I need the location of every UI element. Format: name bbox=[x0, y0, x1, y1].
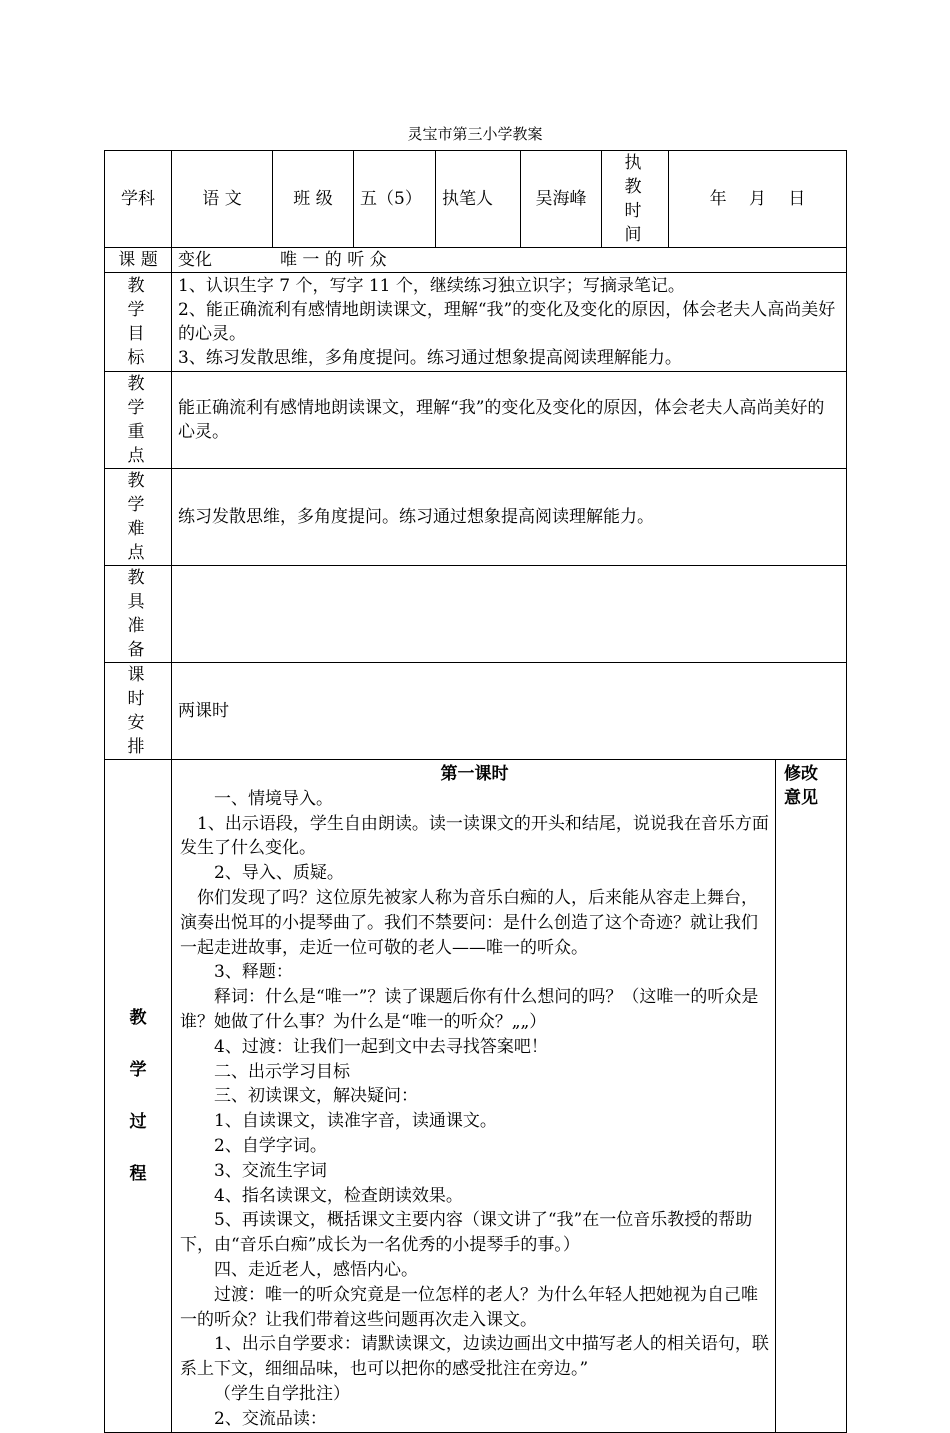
class-label: 班 级 bbox=[273, 151, 354, 248]
goal-item: 1、认识生字 7 个，写字 11 个，继续练习独立识字；写摘录笔记。 bbox=[178, 276, 685, 296]
schedule-content: 两课时 bbox=[172, 663, 847, 760]
difficulties-row bbox=[105, 469, 847, 566]
process-paragraph: （学生自学批注） bbox=[214, 1383, 350, 1404]
process-paragraph: 三、初读课文，解决疑问： bbox=[214, 1086, 418, 1107]
topic-label: 课 题 bbox=[105, 248, 172, 273]
tools-label-line2: 准备 bbox=[127, 616, 155, 660]
goal-item: 3、练习发散思维，多角度提问。练习通过想象提高阅读理解能力。 bbox=[178, 348, 682, 368]
process-paragraph: 四、走近老人，感悟内心。 bbox=[214, 1259, 418, 1280]
author-label: 执笔人 bbox=[436, 151, 521, 248]
key-points-content: 能正确流利有感情地朗读课文，理解“我”的变化及变化的原因，体会老夫人高尚美好的心灵。 bbox=[172, 372, 847, 469]
process-paragraph: 4、指名读课文，检查朗读效果。 bbox=[214, 1185, 463, 1206]
goals-content bbox=[172, 273, 847, 372]
teaching-time-label-line2: 时 间 bbox=[624, 201, 652, 245]
process-paragraph: 2、导入、质疑。 bbox=[214, 863, 344, 884]
modification-label-line1: 修改 bbox=[784, 764, 818, 784]
process-label-char: 教 bbox=[129, 1007, 147, 1028]
difficulties-label-line1: 教学 bbox=[127, 471, 155, 515]
goals-label-line2: 目标 bbox=[127, 324, 155, 368]
date-value: 年 月 日 bbox=[669, 151, 847, 248]
document-title: 灵宝市第三小学教案 bbox=[407, 125, 543, 143]
process-label-char: 过 bbox=[129, 1111, 147, 1132]
key-points-label-line2: 重点 bbox=[127, 422, 155, 466]
process-paragraph: 一、情境导入。 bbox=[214, 788, 333, 809]
process-paragraph: 过渡：唯一的听众究竟是一位怎样的老人？为什么年轻人把她视为自己唯一的听众？让我们带着这些问题再次走入课文。 bbox=[180, 1284, 758, 1330]
process-content bbox=[172, 760, 776, 1433]
tools-row bbox=[105, 566, 847, 663]
lesson-section-title: 第一课时 bbox=[440, 764, 509, 784]
key-points-label-line1: 教学 bbox=[127, 374, 155, 418]
process-paragraph: 5、再读课文，概括课文主要内容（课文讲了“我”在一位音乐教授的帮助下，由“音乐白痴”成长为一名优秀的小提琴手的事。） bbox=[180, 1210, 753, 1256]
tools-content bbox=[172, 566, 847, 663]
difficulties-label bbox=[105, 469, 172, 566]
process-paragraph: 4、过渡：让我们一起到文中去寻找答案吧！ bbox=[214, 1036, 548, 1057]
process-paragraph: 1、自读课文，读准字音，读通课文。 bbox=[214, 1111, 497, 1132]
goals-row bbox=[105, 273, 847, 372]
subject-label: 学科 bbox=[105, 151, 172, 248]
subject-value: 语 文 bbox=[172, 151, 273, 248]
key-points-label bbox=[105, 372, 172, 469]
topic-value: 变化 唯 一 的 听 众 bbox=[172, 248, 847, 273]
author-value: 吴海峰 bbox=[521, 151, 602, 248]
goals-label-line1: 教学 bbox=[127, 276, 155, 320]
process-paragraph: 1、出示语段，学生自由朗读。读一读课文的开头和结尾，说说我在音乐方面发生了什么变化。 bbox=[180, 813, 769, 859]
class-value: 五（5） bbox=[354, 151, 436, 248]
schedule-label-line1: 课时 bbox=[127, 665, 155, 709]
modification-column bbox=[776, 760, 847, 1433]
tools-label bbox=[105, 566, 172, 663]
process-paragraph: 1、出示自学要求：请默读课文，边读边画出文中描写老人的相关语句，联系上下文，细细品味，也可以把你的感受批注在旁边。” bbox=[180, 1334, 769, 1380]
difficulties-label-line2: 难点 bbox=[127, 519, 155, 563]
process-paragraph: 3、交流生字词 bbox=[214, 1160, 327, 1181]
teaching-time-label bbox=[602, 151, 669, 248]
teaching-time-label-line1: 执 教 bbox=[624, 153, 652, 197]
process-label-char: 学 bbox=[129, 1059, 147, 1080]
tools-label-line1: 教具 bbox=[127, 568, 155, 612]
process-label-char: 程 bbox=[129, 1163, 147, 1184]
process-paragraph: 二、出示学习目标 bbox=[214, 1061, 350, 1082]
header-row bbox=[105, 151, 847, 248]
process-paragraph: 释词：什么是“唯一”？读了课题后你有什么想问的吗？（这唯一的听众是谁？她做了什么事？为什么是“唯一的听众？„„） bbox=[180, 987, 759, 1032]
lesson-plan-table bbox=[104, 150, 847, 1433]
process-paragraph: 2、自学字词。 bbox=[214, 1135, 327, 1156]
process-label bbox=[105, 760, 172, 1433]
difficulties-content: 练习发散思维，多角度提问。练习通过想象提高阅读理解能力。 bbox=[172, 469, 847, 566]
key-points-row bbox=[105, 372, 847, 469]
schedule-label bbox=[105, 663, 172, 760]
schedule-label-line2: 安排 bbox=[127, 713, 155, 757]
goal-item: 2、能正确流利有感情地朗读课文，理解“我”的变化及变化的原因，体会老夫人高尚美好的心灵。 bbox=[178, 300, 836, 344]
modification-label-line2: 意见 bbox=[784, 788, 818, 808]
process-paragraph: 你们发现了吗？这位原先被家人称为音乐白痴的人，后来能从容走上舞台，演奏出悦耳的小提琴曲了。我们不禁要问：是什么创造了这个奇迹？就让我们一起走进故事，走近一位可敬的老人——唯一的听众。 bbox=[180, 887, 758, 958]
process-paragraph: 2、交流品读： bbox=[214, 1408, 327, 1429]
topic-row bbox=[105, 248, 847, 273]
goals-label bbox=[105, 273, 172, 372]
schedule-row bbox=[105, 663, 847, 760]
process-row bbox=[105, 760, 847, 1433]
process-paragraph: 3、释题： bbox=[214, 962, 293, 983]
